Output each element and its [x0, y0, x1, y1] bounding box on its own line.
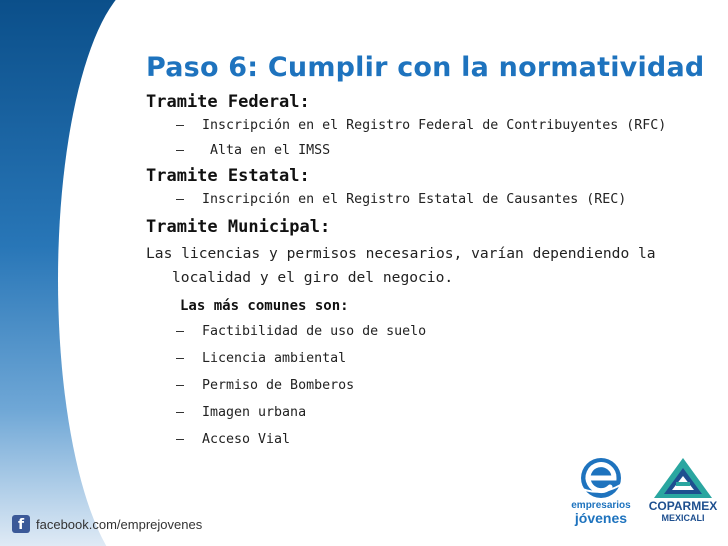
federal-item-rfc: – Inscripción en el Registro Federal de Contribuyentes (RFC): [176, 118, 667, 133]
municipal-paragraph: Las licencias y permisos necesarios, varían dependiendo la localidad y el giro del negocio.: [146, 245, 656, 286]
facebook-icon: f: [12, 515, 30, 533]
estatal-item-rec: – Inscripción en el Registro Estatal de Causantes (REC): [176, 192, 627, 207]
slide-content: [146, 52, 706, 453]
list-item: – Permiso de Bomberos: [176, 378, 355, 393]
federal-heading: Tramite Federal:: [146, 92, 310, 112]
list-item: – Factibilidad de uso de suelo: [176, 324, 427, 339]
list-item: – Imagen urbana: [176, 405, 307, 420]
estatal-heading: Tramite Estatal:: [146, 166, 310, 186]
footer-facebook[interactable]: [12, 514, 202, 534]
coparmex-logo-text: COPARMEX MEXICALI: [648, 499, 718, 523]
coparmex-logo: [646, 456, 720, 528]
coparmex-logo-mark: [646, 456, 720, 500]
facebook-link[interactable]: facebook.com/emprejovenes: [36, 516, 203, 532]
slide-title: Paso 6: Cumplir con la normatividad: [146, 52, 705, 83]
empresarios-jovenes-logo: [566, 456, 636, 528]
federal-item-imss: – Alta en el IMSS: [176, 143, 331, 158]
empresarios-logo-mark: [566, 456, 636, 500]
list-item: – Licencia ambiental: [176, 351, 347, 366]
list-item: – Acceso Vial: [176, 432, 291, 447]
common-heading: Las más comunes son:: [180, 298, 349, 314]
municipal-heading: Tramite Municipal:: [146, 217, 331, 237]
common-list: [146, 318, 706, 453]
empresarios-logo-text: empresarios jóvenes: [571, 500, 631, 526]
